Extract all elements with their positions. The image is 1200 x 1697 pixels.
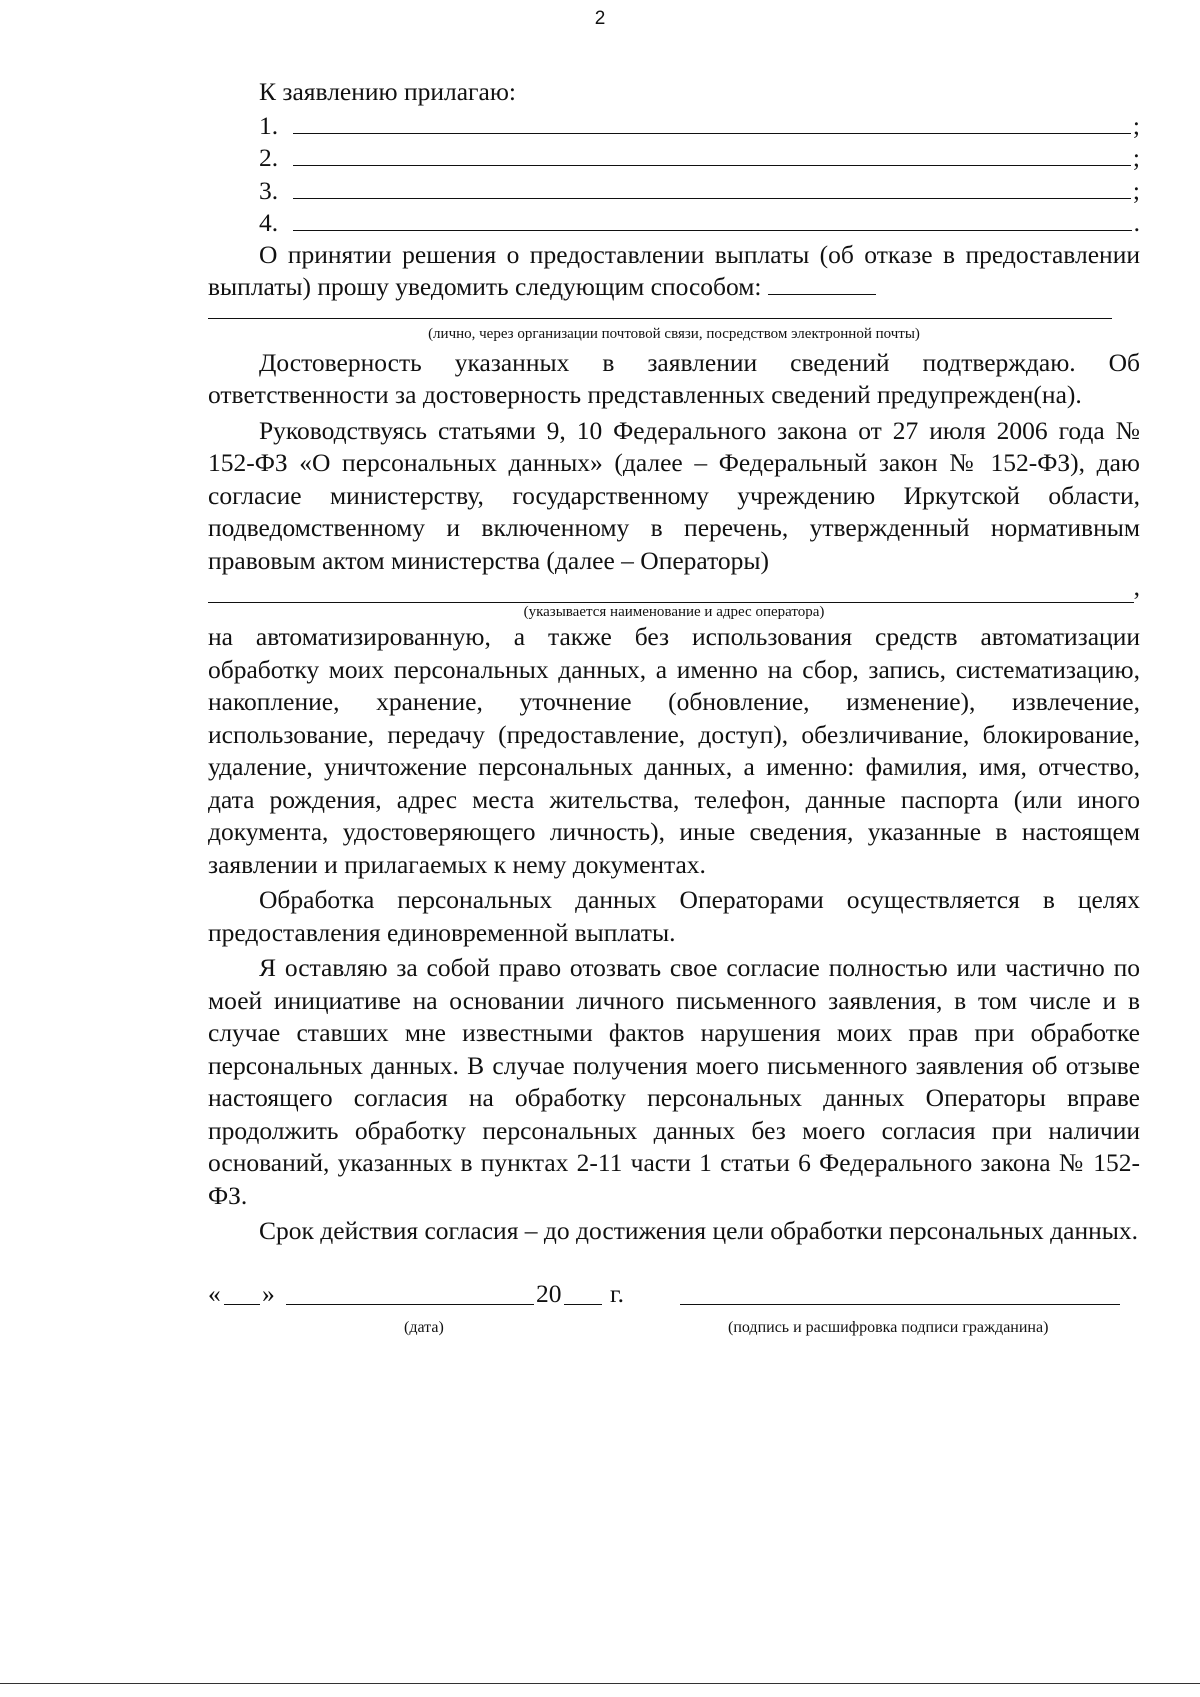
notify-text: О принятии решения о предоставлении выплаты (об отказе в предоставлении выплаты) прошу уведомить следующим способом: <box>208 239 1140 301</box>
signature-captions <box>208 1310 1140 1336</box>
attachment-blank[interactable] <box>293 206 1132 231</box>
bottom-border <box>0 1683 1200 1684</box>
attachment-end: ; <box>1132 110 1140 140</box>
notify-paragraph <box>208 239 1140 304</box>
operator-name-line[interactable] <box>208 584 1134 603</box>
operator-line-end: , <box>1133 571 1140 601</box>
signature-blank[interactable] <box>680 1278 1120 1305</box>
year-prefix: 20 <box>536 1278 562 1308</box>
year-suffix: г. <box>610 1278 624 1308</box>
attachment-end: ; <box>1132 143 1140 172</box>
date-close-quote: » <box>262 1278 275 1308</box>
attachment-item-1[interactable] <box>208 109 1140 142</box>
month-blank[interactable] <box>286 1278 534 1305</box>
operator-line-row <box>208 571 1140 603</box>
notify-caption: (лично, через организации почтовой связи, посредством электронной почты) <box>428 325 920 342</box>
attachment-end: . <box>1133 208 1140 237</box>
attachment-blank[interactable] <box>293 109 1131 134</box>
page-number: 2 <box>594 8 606 29</box>
signature-caption: (подпись и расшифровка подписи гражданина) <box>728 1318 1049 1336</box>
attachment-item-3[interactable] <box>208 174 1140 207</box>
withdraw-paragraph: Я оставляю за собой право отозвать свое согласие полностью или частично по моей инициативе на основании личного письменного заявления, в том числе и в случае ставших мне известными фактов нарушения моих прав при обработке персональных данных. В случае получения моего письменного заявления об отзыве настоящего согласия на обработку персональных данных Операторы вправе продолжить обработку персональных данных без моего согласия при наличии оснований, указанных в пунктах 2-11 части 1 статьи 6 Федерального закона № 152-ФЗ. <box>208 953 1140 1210</box>
notify-method-blank[interactable] <box>768 274 876 295</box>
attachment-number: 4. <box>259 208 279 237</box>
reliability-paragraph: Достоверность указанных в заявлении сведений подтверждаю. Об ответственности за достоверность представленных сведений предупрежден(на). <box>208 347 1140 409</box>
attachment-number: 2. <box>259 143 279 172</box>
attachments-heading: К заявлению прилагаю: <box>259 77 516 106</box>
year-blank[interactable] <box>564 1278 602 1305</box>
attachment-blank[interactable] <box>293 174 1131 199</box>
notify-method-line[interactable] <box>208 304 1112 319</box>
attachment-number: 3. <box>259 175 279 205</box>
operator-caption: (указывается наименование и адрес оператора) <box>523 604 825 620</box>
date-open-quote: « <box>208 1278 221 1308</box>
consent-paragraph: Руководствуясь статьями 9, 10 Федерального закона от 27 июля 2006 года № 152-ФЗ «О персональных данных» (далее – Федеральный закон № 152-ФЗ), даю согласие министерству, государственному учреждению Иркутской области, подведомственному и включенному в перечень, утвержденный нормативным правовым актом министерства (далее – Операторы) <box>208 415 1140 575</box>
form-body <box>208 76 1140 1336</box>
processing-paragraph: на автоматизированную, а также без использования средств автоматизации обработку моих персональных данных, а именно на сбор, запись, систематизацию, накопление, хранение, уточнение (обновление, изменение), извлечение, использование, передачу (предоставление, доступ), обезличивание, блокирование, удаление, уничтожение персональных данных, а именно: фамилия, имя, отчество, дата рождения, адрес места жительства, телефон, данные паспорта (или иного документа, удостоверяющего личность), иные сведения, указанные в настоящем заявлении и прилагаемых к нему документах. <box>208 622 1140 879</box>
attachment-item-2[interactable] <box>208 141 1140 174</box>
signature-row <box>208 1274 1140 1310</box>
date-caption: (дата) <box>404 1318 444 1336</box>
day-blank[interactable] <box>224 1278 260 1305</box>
attachment-blank[interactable] <box>293 141 1131 166</box>
attachment-end: ; <box>1132 175 1140 205</box>
purpose-paragraph: Обработка персональных данных Операторами осуществляется в целях предоставления единовременной выплаты. <box>208 885 1140 947</box>
term-paragraph: Срок действия согласия – до достижения цели обработки персональных данных. <box>259 1216 1139 1245</box>
attachment-number: 1. <box>259 110 279 140</box>
attachment-item-4[interactable] <box>208 206 1140 239</box>
